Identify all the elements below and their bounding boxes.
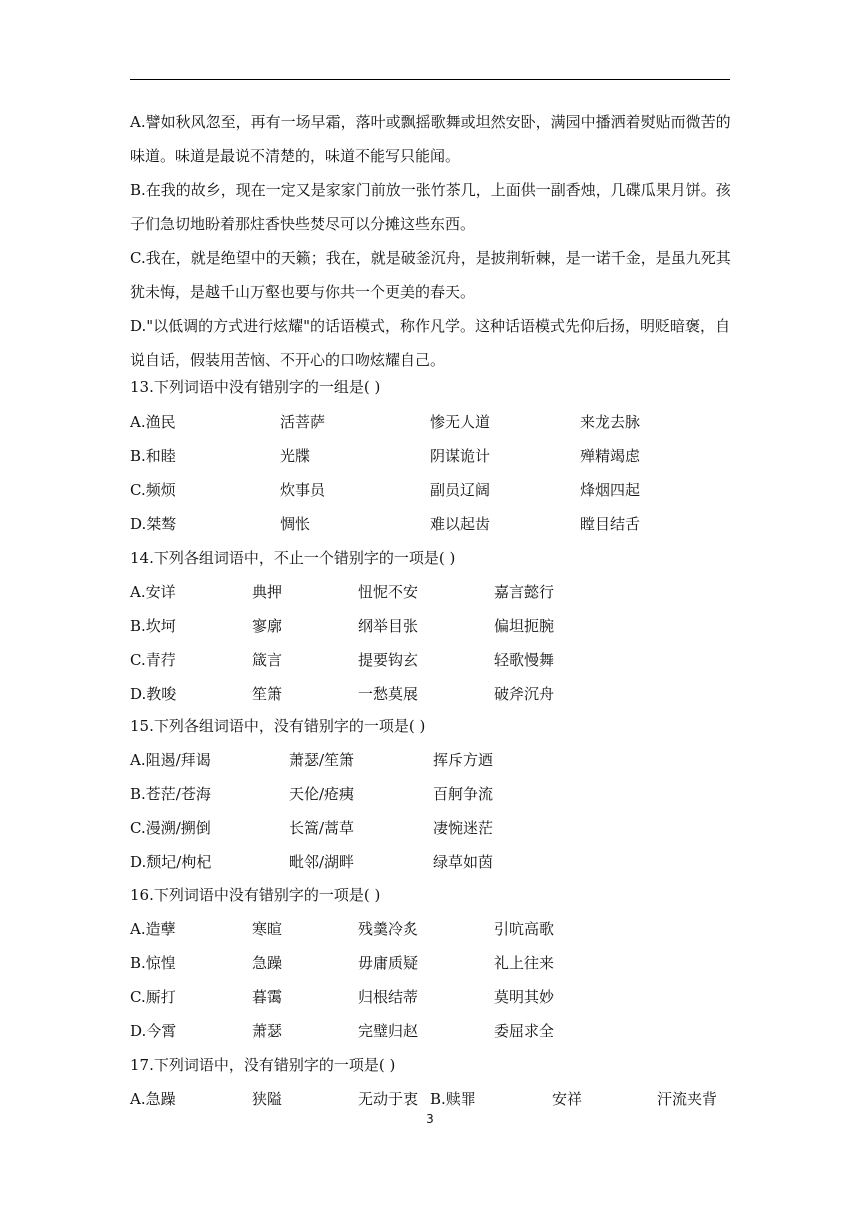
- option-cell: 阴谋诡计: [430, 447, 491, 465]
- option-cell: 忸怩不安: [358, 583, 419, 601]
- option-cell: 轻歌慢舞: [494, 651, 555, 669]
- option-cell: 急躁: [252, 954, 283, 972]
- page-number: 3: [426, 1112, 434, 1126]
- option-cell: 安祥: [552, 1090, 583, 1108]
- option-cell: B.赎罪: [430, 1090, 476, 1108]
- paragraph-line: D."以低调的方式进行炫耀"的话语模式，称作凡学。这种话语模式先仰后扬，明贬暗褒，自: [130, 317, 731, 335]
- option-cell: A.造孽: [130, 920, 176, 938]
- option-cell: 挥斥方迺: [433, 751, 494, 769]
- option-cell: B.和睦: [130, 447, 176, 465]
- option-cell: 毋庸质疑: [358, 954, 419, 972]
- option-cell: 惨无人道: [430, 413, 491, 431]
- option-cell: 礼上往来: [494, 954, 555, 972]
- paragraph-line: 味道。味道是最说不清楚的，味道不能写只能闻。: [130, 147, 461, 165]
- option-cell: 来龙去脉: [580, 413, 641, 431]
- option-cell: B.惊惶: [130, 954, 176, 972]
- option-cell: 烽烟四起: [580, 481, 641, 499]
- paragraph-line: B.在我的故乡，现在一定又是家家门前放一张竹茶几，上面供一副香烛，几碟瓜果月饼。孩: [130, 181, 731, 199]
- option-cell: 绿草如茵: [433, 853, 494, 871]
- option-cell: 萧瑟/笙箫: [289, 751, 355, 769]
- option-cell: D.颓圮/枸杞: [130, 853, 212, 871]
- option-cell: 笙箫: [252, 685, 283, 703]
- option-cell: C.漫溯/搠倒: [130, 819, 211, 837]
- option-cell: 毗邻/湖畔: [289, 853, 355, 871]
- option-cell: 寒暄: [252, 920, 283, 938]
- option-cell: 偏坦扼腕: [494, 617, 555, 635]
- option-cell: 汗流夹背: [657, 1090, 718, 1108]
- option-cell: 寥廓: [252, 617, 283, 635]
- question-stem: 17.下列词语中，没有错别字的一项是( ): [130, 1056, 396, 1074]
- option-cell: A.渔民: [130, 413, 176, 431]
- option-cell: 百舸争流: [433, 785, 494, 803]
- header-rule: [130, 79, 730, 80]
- option-cell: 副员辽阔: [430, 481, 491, 499]
- option-cell: 难以起齿: [430, 515, 491, 533]
- option-cell: 炊事员: [280, 481, 326, 499]
- question-stem: 15.下列各组词语中，没有错别字的一项是( ): [130, 717, 426, 735]
- option-cell: D.教唆: [130, 685, 177, 703]
- option-cell: C.青荇: [130, 651, 176, 669]
- option-cell: 殚精竭虑: [580, 447, 641, 465]
- option-cell: 一愁莫展: [358, 685, 419, 703]
- option-cell: 提要钩玄: [358, 651, 419, 669]
- option-cell: C.频烦: [130, 481, 176, 499]
- option-cell: 长篙/蒿草: [289, 819, 355, 837]
- paragraph-line: 子们急切地盼着那炷香快些焚尽可以分摊这些东西。: [130, 215, 476, 233]
- option-cell: 活菩萨: [280, 413, 326, 431]
- paragraph-line: 犹未悔，是越千山万壑也要与你共一个更美的春天。: [130, 283, 476, 301]
- option-cell: 典押: [252, 583, 283, 601]
- option-cell: 完璧归赵: [358, 1022, 419, 1040]
- paragraph-line: 说自话，假装用苦恼、不开心的口吻炫耀自己。: [130, 351, 446, 369]
- option-cell: 嘉言懿行: [494, 583, 555, 601]
- option-cell: 引吭高歌: [494, 920, 555, 938]
- option-cell: B.坎坷: [130, 617, 176, 635]
- option-cell: 残羹冷炙: [358, 920, 419, 938]
- option-cell: C.厮打: [130, 988, 176, 1006]
- option-cell: D.今霄: [130, 1022, 177, 1040]
- option-cell: 莫明其妙: [494, 988, 555, 1006]
- option-cell: 光牒: [280, 447, 311, 465]
- option-cell: 萧瑟: [252, 1022, 283, 1040]
- option-cell: 归根结蒂: [358, 988, 419, 1006]
- option-cell: 暮霭: [252, 988, 283, 1006]
- option-cell: 纲举目张: [358, 617, 419, 635]
- option-cell: 破斧沉舟: [494, 685, 555, 703]
- question-stem: 14.下列各组词语中，不止一个错别字的一项是( ): [130, 549, 456, 567]
- paragraph-line: A.譬如秋风忽至，再有一场早霜，落叶或飘摇歌舞或坦然安卧，满园中播洒着熨贴而微苦的: [130, 113, 731, 131]
- option-cell: 天伦/疮痍: [289, 785, 355, 803]
- option-cell: D.桀骜: [130, 515, 177, 533]
- option-cell: B.苍茫/苍海: [130, 785, 211, 803]
- option-cell: 凄惋迷茫: [433, 819, 494, 837]
- option-cell: A.急躁: [130, 1090, 176, 1108]
- option-cell: 委屈求全: [494, 1022, 555, 1040]
- option-cell: 瞠目结舌: [580, 515, 641, 533]
- option-cell: A.阻遏/拜谒: [130, 751, 211, 769]
- option-cell: A.安详: [130, 583, 176, 601]
- question-stem: 13.下列词语中没有错别字的一组是( ): [130, 378, 381, 396]
- option-cell: 箴言: [252, 651, 283, 669]
- option-cell: 狭隘: [252, 1090, 283, 1108]
- question-stem: 16.下列词语中没有错别字的一项是( ): [130, 886, 381, 904]
- option-cell: 惆怅: [280, 515, 311, 533]
- paragraph-line: C.我在，就是绝望中的天籁；我在，就是破釜沉舟，是披荆斩棘，是一诺千金，是虽九死其: [130, 249, 731, 267]
- option-cell: 无动于衷: [358, 1090, 419, 1108]
